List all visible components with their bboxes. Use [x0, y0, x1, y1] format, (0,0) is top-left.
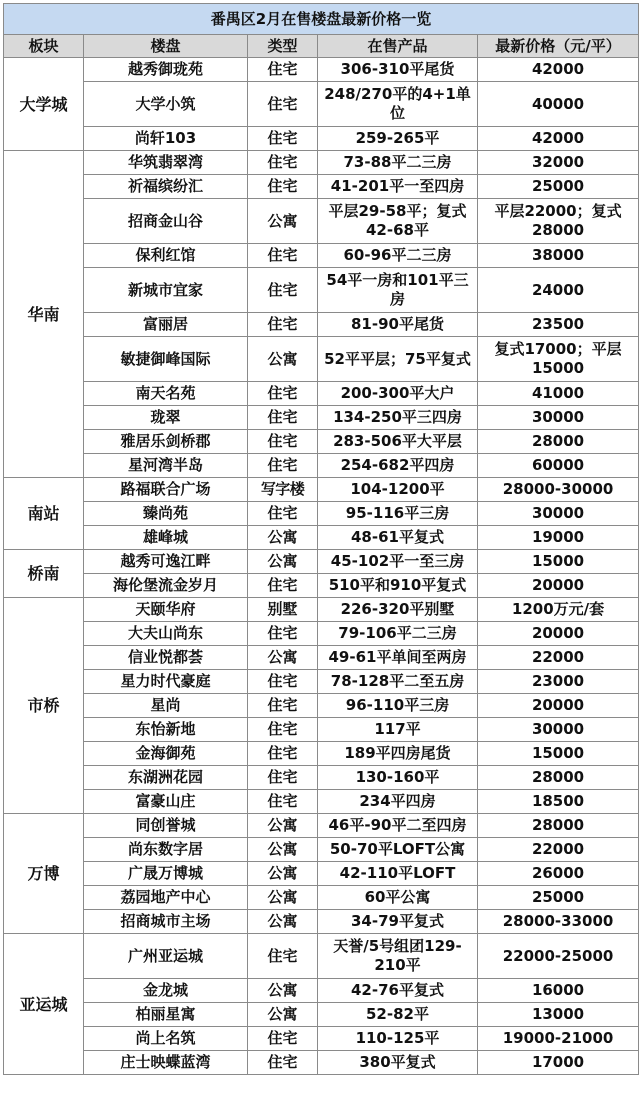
product-cell: 110-125平 — [318, 1027, 478, 1051]
project-name-cell: 富豪山庄 — [84, 790, 248, 814]
table-row — [4, 862, 639, 886]
project-name-cell: 金龙城 — [84, 979, 248, 1003]
type-cell: 住宅 — [248, 151, 318, 175]
type-cell: 住宅 — [248, 502, 318, 526]
price-cell: 30000 — [478, 502, 639, 526]
product-cell: 130-160平 — [318, 766, 478, 790]
table-row — [4, 574, 639, 598]
type-cell: 住宅 — [248, 127, 318, 151]
price-cell: 22000 — [478, 646, 639, 670]
type-cell: 住宅 — [248, 454, 318, 478]
project-name-cell: 大学小筑 — [84, 82, 248, 127]
product-cell: 189平四房尾货 — [318, 742, 478, 766]
header-product: 在售产品 — [318, 35, 478, 58]
price-cell: 13000 — [478, 1003, 639, 1027]
table-row — [4, 550, 639, 574]
project-name-cell: 招商金山谷 — [84, 199, 248, 244]
table-row — [4, 1003, 639, 1027]
product-cell: 104-1200平 — [318, 478, 478, 502]
table-row — [4, 718, 639, 742]
project-name-cell: 海伦堡流金岁月 — [84, 574, 248, 598]
table-row — [4, 151, 639, 175]
product-cell: 306-310平尾货 — [318, 58, 478, 82]
product-cell: 41-201平一至四房 — [318, 175, 478, 199]
product-cell: 234平四房 — [318, 790, 478, 814]
header-price: 最新价格（元/平） — [478, 35, 639, 58]
type-cell: 住宅 — [248, 382, 318, 406]
table-row — [4, 838, 639, 862]
price-cell: 23000 — [478, 670, 639, 694]
table-row — [4, 406, 639, 430]
project-name-cell: 尚轩103 — [84, 127, 248, 151]
project-name-cell: 保利红馆 — [84, 244, 248, 268]
type-cell: 住宅 — [248, 1027, 318, 1051]
type-cell: 公寓 — [248, 910, 318, 934]
district-cell: 市桥 — [4, 598, 84, 814]
price-cell: 26000 — [478, 862, 639, 886]
type-cell: 公寓 — [248, 886, 318, 910]
product-cell: 49-61平单间至两房 — [318, 646, 478, 670]
table-row — [4, 979, 639, 1003]
product-cell: 283-506平大平层 — [318, 430, 478, 454]
district-cell: 桥南 — [4, 550, 84, 598]
table-title: 番禺区2月在售楼盘最新价格一览 — [4, 4, 639, 35]
type-cell: 住宅 — [248, 175, 318, 199]
project-name-cell: 信业悦都荟 — [84, 646, 248, 670]
project-name-cell: 臻尚苑 — [84, 502, 248, 526]
price-cell: 40000 — [478, 82, 639, 127]
type-cell: 别墅 — [248, 598, 318, 622]
product-cell: 134-250平三四房 — [318, 406, 478, 430]
project-name-cell: 华筑翡翠湾 — [84, 151, 248, 175]
table-row — [4, 598, 639, 622]
table-row — [4, 766, 639, 790]
type-cell: 住宅 — [248, 766, 318, 790]
type-cell: 住宅 — [248, 268, 318, 313]
price-cell: 15000 — [478, 742, 639, 766]
price-cell: 42000 — [478, 127, 639, 151]
price-cell: 30000 — [478, 406, 639, 430]
project-name-cell: 大夫山尚东 — [84, 622, 248, 646]
type-cell: 公寓 — [248, 199, 318, 244]
price-cell: 28000 — [478, 766, 639, 790]
project-name-cell: 路福联合广场 — [84, 478, 248, 502]
type-cell: 公寓 — [248, 337, 318, 382]
price-cell: 30000 — [478, 718, 639, 742]
product-cell: 48-61平复式 — [318, 526, 478, 550]
table-body — [4, 58, 639, 1075]
table-row — [4, 430, 639, 454]
type-cell: 公寓 — [248, 550, 318, 574]
district-cell: 大学城 — [4, 58, 84, 151]
product-cell: 81-90平尾货 — [318, 313, 478, 337]
project-name-cell: 广州亚运城 — [84, 934, 248, 979]
product-cell: 54平一房和101平三房 — [318, 268, 478, 313]
product-cell: 73-88平二三房 — [318, 151, 478, 175]
project-name-cell: 雄峰城 — [84, 526, 248, 550]
price-cell: 18500 — [478, 790, 639, 814]
product-cell: 52平平层；75平复式 — [318, 337, 478, 382]
table-row — [4, 526, 639, 550]
table-row — [4, 313, 639, 337]
price-cell: 平层22000；复式28000 — [478, 199, 639, 244]
product-cell: 200-300平大户 — [318, 382, 478, 406]
product-cell: 226-320平别墅 — [318, 598, 478, 622]
product-cell: 46平-90平二至四房 — [318, 814, 478, 838]
table-row — [4, 199, 639, 244]
type-cell: 住宅 — [248, 622, 318, 646]
table-row — [4, 82, 639, 127]
project-name-cell: 敏捷御峰国际 — [84, 337, 248, 382]
project-name-cell: 东怡新地 — [84, 718, 248, 742]
project-name-cell: 金海御苑 — [84, 742, 248, 766]
table-row — [4, 670, 639, 694]
type-cell: 住宅 — [248, 790, 318, 814]
price-cell: 19000 — [478, 526, 639, 550]
price-cell: 20000 — [478, 574, 639, 598]
type-cell: 写字楼 — [248, 478, 318, 502]
project-name-cell: 庄士映蝶蓝湾 — [84, 1051, 248, 1075]
price-cell: 19000-21000 — [478, 1027, 639, 1051]
type-cell: 住宅 — [248, 430, 318, 454]
district-cell: 华南 — [4, 151, 84, 478]
table-row — [4, 175, 639, 199]
price-cell: 28000-33000 — [478, 910, 639, 934]
table-row — [4, 337, 639, 382]
project-name-cell: 富丽居 — [84, 313, 248, 337]
project-name-cell: 新城市宜家 — [84, 268, 248, 313]
table-row — [4, 268, 639, 313]
type-cell: 住宅 — [248, 670, 318, 694]
price-cell: 25000 — [478, 175, 639, 199]
product-cell: 96-110平三房 — [318, 694, 478, 718]
table-row — [4, 502, 639, 526]
project-name-cell: 南天名苑 — [84, 382, 248, 406]
product-cell: 510平和910平复式 — [318, 574, 478, 598]
product-cell: 60平公寓 — [318, 886, 478, 910]
district-cell: 万博 — [4, 814, 84, 934]
project-name-cell: 越秀可逸江畔 — [84, 550, 248, 574]
product-cell: 254-682平四房 — [318, 454, 478, 478]
product-cell: 248/270平的4+1单位 — [318, 82, 478, 127]
product-cell: 42-76平复式 — [318, 979, 478, 1003]
price-table — [3, 3, 639, 1075]
table-row — [4, 127, 639, 151]
type-cell: 住宅 — [248, 1051, 318, 1075]
price-cell: 25000 — [478, 886, 639, 910]
project-name-cell: 星力时代豪庭 — [84, 670, 248, 694]
price-cell: 15000 — [478, 550, 639, 574]
product-cell: 平层29-58平；复式42-68平 — [318, 199, 478, 244]
table-row — [4, 1027, 639, 1051]
product-cell: 117平 — [318, 718, 478, 742]
type-cell: 住宅 — [248, 742, 318, 766]
header-project: 楼盘 — [84, 35, 248, 58]
type-cell: 公寓 — [248, 862, 318, 886]
product-cell: 45-102平一至三房 — [318, 550, 478, 574]
product-cell: 380平复式 — [318, 1051, 478, 1075]
type-cell: 公寓 — [248, 838, 318, 862]
price-cell: 20000 — [478, 694, 639, 718]
price-cell: 1200万元/套 — [478, 598, 639, 622]
table-row — [4, 478, 639, 502]
product-cell: 50-70平LOFT公寓 — [318, 838, 478, 862]
price-cell: 60000 — [478, 454, 639, 478]
project-name-cell: 荔园地产中心 — [84, 886, 248, 910]
district-cell: 南站 — [4, 478, 84, 550]
project-name-cell: 招商城市主场 — [84, 910, 248, 934]
price-cell: 28000 — [478, 430, 639, 454]
table-row — [4, 742, 639, 766]
price-cell: 24000 — [478, 268, 639, 313]
product-cell: 95-116平三房 — [318, 502, 478, 526]
price-cell: 41000 — [478, 382, 639, 406]
product-cell: 78-128平二至五房 — [318, 670, 478, 694]
type-cell: 住宅 — [248, 934, 318, 979]
project-name-cell: 祈福缤纷汇 — [84, 175, 248, 199]
price-cell: 23500 — [478, 313, 639, 337]
table-row — [4, 814, 639, 838]
type-cell: 住宅 — [248, 406, 318, 430]
price-cell: 42000 — [478, 58, 639, 82]
price-cell: 32000 — [478, 151, 639, 175]
project-name-cell: 越秀御珑苑 — [84, 58, 248, 82]
price-cell: 复式17000；平层15000 — [478, 337, 639, 382]
product-cell: 79-106平二三房 — [318, 622, 478, 646]
table-row — [4, 790, 639, 814]
product-cell: 52-82平 — [318, 1003, 478, 1027]
project-name-cell: 同创誉城 — [84, 814, 248, 838]
type-cell: 住宅 — [248, 58, 318, 82]
type-cell: 住宅 — [248, 574, 318, 598]
district-cell: 亚运城 — [4, 934, 84, 1075]
type-cell: 住宅 — [248, 694, 318, 718]
price-cell: 28000 — [478, 814, 639, 838]
product-cell: 34-79平复式 — [318, 910, 478, 934]
header-type: 类型 — [248, 35, 318, 58]
price-cell: 20000 — [478, 622, 639, 646]
table-row — [4, 910, 639, 934]
project-name-cell: 尚东数字居 — [84, 838, 248, 862]
project-name-cell: 星尚 — [84, 694, 248, 718]
table-row — [4, 886, 639, 910]
product-cell: 60-96平二三房 — [318, 244, 478, 268]
product-cell: 42-110平LOFT — [318, 862, 478, 886]
project-name-cell: 珑翠 — [84, 406, 248, 430]
project-name-cell: 雅居乐剑桥郡 — [84, 430, 248, 454]
type-cell: 住宅 — [248, 718, 318, 742]
price-cell: 22000-25000 — [478, 934, 639, 979]
type-cell: 公寓 — [248, 646, 318, 670]
type-cell: 公寓 — [248, 814, 318, 838]
type-cell: 住宅 — [248, 313, 318, 337]
table-row — [4, 1051, 639, 1075]
table-row — [4, 934, 639, 979]
project-name-cell: 天颐华府 — [84, 598, 248, 622]
table-row — [4, 646, 639, 670]
header-district: 板块 — [4, 35, 84, 58]
price-cell: 17000 — [478, 1051, 639, 1075]
product-cell: 259-265平 — [318, 127, 478, 151]
product-cell: 天誉/5号组团129-210平 — [318, 934, 478, 979]
project-name-cell: 广晟万博城 — [84, 862, 248, 886]
project-name-cell: 柏丽星寓 — [84, 1003, 248, 1027]
type-cell: 公寓 — [248, 526, 318, 550]
table-row — [4, 454, 639, 478]
project-name-cell: 星河湾半岛 — [84, 454, 248, 478]
project-name-cell: 尚上名筑 — [84, 1027, 248, 1051]
project-name-cell: 东湖洲花园 — [84, 766, 248, 790]
table-row — [4, 622, 639, 646]
price-cell: 28000-30000 — [478, 478, 639, 502]
table-row — [4, 58, 639, 82]
table-row — [4, 382, 639, 406]
type-cell: 公寓 — [248, 1003, 318, 1027]
table-row — [4, 694, 639, 718]
type-cell: 住宅 — [248, 244, 318, 268]
price-cell: 16000 — [478, 979, 639, 1003]
table-row — [4, 244, 639, 268]
price-cell: 22000 — [478, 838, 639, 862]
type-cell: 公寓 — [248, 979, 318, 1003]
type-cell: 住宅 — [248, 82, 318, 127]
price-cell: 38000 — [478, 244, 639, 268]
